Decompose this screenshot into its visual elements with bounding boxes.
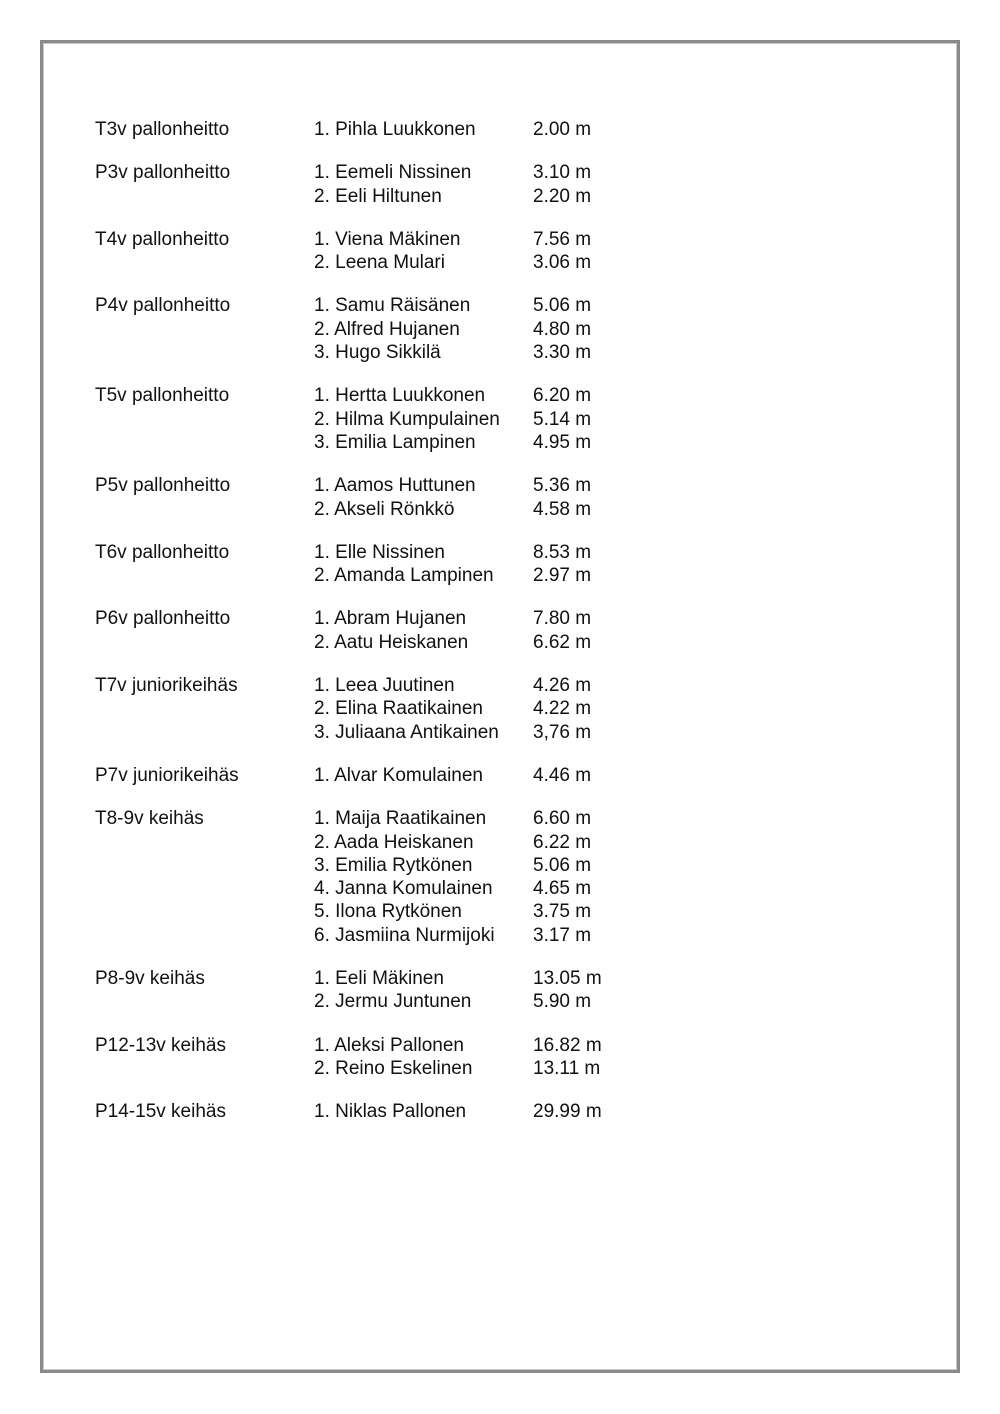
event-name: P4v pallonheitto xyxy=(95,295,231,317)
event-name: T6v pallonheitto xyxy=(95,541,230,563)
athlete-placing: 2. Amanda Lampinen xyxy=(314,565,494,587)
result-row xyxy=(95,1100,655,1123)
result-row xyxy=(95,900,655,923)
result-row xyxy=(95,498,655,521)
result-mark: 3,76 m xyxy=(533,721,592,743)
result-mark: 3.17 m xyxy=(533,924,592,946)
result-mark: 2.00 m xyxy=(533,119,592,140)
result-row xyxy=(95,854,655,877)
result-row xyxy=(95,185,655,208)
athlete-placing: 1. Elle Nissinen xyxy=(314,541,445,563)
athlete-placing: 1. Eemeli Nissinen xyxy=(314,162,472,184)
result-row xyxy=(95,967,655,990)
athlete-placing: 3. Hugo Sikkilä xyxy=(314,342,441,364)
event-block xyxy=(95,1100,655,1123)
result-row xyxy=(95,384,655,407)
result-mark: 3.75 m xyxy=(533,901,592,923)
result-mark: 13.05 m xyxy=(533,968,602,990)
result-row xyxy=(95,990,655,1013)
result-mark: 5.06 m xyxy=(533,295,592,317)
result-mark: 4.95 m xyxy=(533,431,592,453)
result-mark: 6.22 m xyxy=(533,831,592,853)
result-row xyxy=(95,318,655,341)
athlete-placing: 3. Emilia Rytkönen xyxy=(314,854,473,876)
result-row xyxy=(95,631,655,654)
athlete-placing: 1. Leea Juutinen xyxy=(314,675,455,697)
result-mark: 4.80 m xyxy=(533,318,592,340)
results-list xyxy=(95,118,655,1144)
event-block xyxy=(95,541,655,588)
result-row xyxy=(95,118,655,141)
result-row xyxy=(95,807,655,830)
result-mark: 7.56 m xyxy=(533,228,592,250)
event-name: T7v juniorikeihäs xyxy=(95,675,238,697)
event-block xyxy=(95,294,655,364)
event-block xyxy=(95,764,655,787)
athlete-placing: 2. Aada Heiskanen xyxy=(314,831,474,853)
athlete-placing: 1. Aleksi Pallonen xyxy=(314,1034,464,1056)
result-mark: 3.06 m xyxy=(533,252,592,274)
result-row xyxy=(95,877,655,900)
result-mark: 5.90 m xyxy=(533,991,592,1013)
event-block xyxy=(95,807,655,947)
event-name: P12-13v keihäs xyxy=(95,1034,226,1056)
event-block xyxy=(95,674,655,744)
result-mark: 8.53 m xyxy=(533,541,592,563)
athlete-placing: 2. Hilma Kumpulainen xyxy=(314,408,500,430)
result-row xyxy=(95,697,655,720)
athlete-placing: 5. Ilona Rytkönen xyxy=(314,901,462,923)
athlete-placing: 2. Jermu Juntunen xyxy=(314,991,472,1013)
result-mark: 4.22 m xyxy=(533,698,592,720)
athlete-placing: 1. Pihla Luukkonen xyxy=(314,119,476,140)
event-name: P14-15v keihäs xyxy=(95,1101,226,1123)
result-row xyxy=(95,721,655,744)
result-mark: 4.58 m xyxy=(533,498,592,520)
result-row xyxy=(95,924,655,947)
event-name: T4v pallonheitto xyxy=(95,228,230,250)
event-block xyxy=(95,967,655,1014)
result-mark: 6.62 m xyxy=(533,631,592,653)
result-mark: 3.30 m xyxy=(533,342,592,364)
event-block xyxy=(95,161,655,208)
athlete-placing: 2. Akseli Rönkkö xyxy=(314,498,455,520)
event-name: P5v pallonheitto xyxy=(95,475,231,497)
result-mark: 3.10 m xyxy=(533,162,592,184)
result-row xyxy=(95,1034,655,1057)
result-row xyxy=(95,294,655,317)
athlete-placing: 2. Alfred Hujanen xyxy=(314,318,460,340)
result-row xyxy=(95,674,655,697)
result-mark: 6.20 m xyxy=(533,385,592,407)
result-row xyxy=(95,831,655,854)
event-block xyxy=(95,384,655,454)
result-mark: 4.46 m xyxy=(533,764,592,786)
event-name: P7v juniorikeihäs xyxy=(95,764,239,786)
athlete-placing: 2. Eeli Hiltunen xyxy=(314,185,442,207)
result-row xyxy=(95,1057,655,1080)
result-mark: 4.65 m xyxy=(533,878,592,900)
athlete-placing: 2. Reino Eskelinen xyxy=(314,1057,473,1079)
athlete-placing: 6. Jasmiina Nurmijoki xyxy=(314,924,495,946)
result-row xyxy=(95,431,655,454)
result-mark: 13.11 m xyxy=(533,1057,601,1079)
result-row xyxy=(95,474,655,497)
athlete-placing: 4. Janna Komulainen xyxy=(314,878,493,900)
result-row xyxy=(95,564,655,587)
result-row xyxy=(95,764,655,787)
athlete-placing: 3. Juliaana Antikainen xyxy=(314,721,499,743)
result-mark: 29.99 m xyxy=(533,1101,602,1123)
result-mark: 5.14 m xyxy=(533,408,592,430)
athlete-placing: 1. Maija Raatikainen xyxy=(314,808,487,830)
result-mark: 2.20 m xyxy=(533,185,592,207)
result-mark: 2.97 m xyxy=(533,565,592,587)
result-row xyxy=(95,607,655,630)
event-block xyxy=(95,1034,655,1081)
athlete-placing: 1. Eeli Mäkinen xyxy=(314,968,444,990)
athlete-placing: 1. Abram Hujanen xyxy=(314,608,467,630)
athlete-placing: 1. Samu Räisänen xyxy=(314,295,471,317)
athlete-placing: 2. Elina Raatikainen xyxy=(314,698,483,720)
event-name: T8-9v keihäs xyxy=(95,808,204,830)
result-mark: 4.26 m xyxy=(533,675,592,697)
result-row xyxy=(95,541,655,564)
event-block xyxy=(95,228,655,275)
event-name: P8-9v keihäs xyxy=(95,968,205,990)
athlete-placing: 2. Aatu Heiskanen xyxy=(314,631,469,653)
event-block xyxy=(95,474,655,521)
athlete-placing: 2. Leena Mulari xyxy=(314,252,445,274)
athlete-placing: 1. Alvar Komulainen xyxy=(314,764,483,786)
event-name: T5v pallonheitto xyxy=(95,385,230,407)
event-name: P3v pallonheitto xyxy=(95,162,231,184)
result-row xyxy=(95,228,655,251)
athlete-placing: 3. Emilia Lampinen xyxy=(314,431,476,453)
event-block xyxy=(95,607,655,654)
result-row xyxy=(95,251,655,274)
athlete-placing: 1. Niklas Pallonen xyxy=(314,1101,467,1123)
result-row xyxy=(95,161,655,184)
result-mark: 5.36 m xyxy=(533,475,592,497)
result-mark: 6.60 m xyxy=(533,808,592,830)
result-row xyxy=(95,408,655,431)
athlete-placing: 1. Viena Mäkinen xyxy=(314,228,461,250)
event-name: T3v pallonheitto xyxy=(95,119,230,140)
result-mark: 7.80 m xyxy=(533,608,592,630)
event-name: P6v pallonheitto xyxy=(95,608,231,630)
result-row xyxy=(95,341,655,364)
result-mark: 16.82 m xyxy=(533,1034,602,1056)
athlete-placing: 1. Aamos Huttunen xyxy=(314,475,476,497)
event-block xyxy=(95,118,655,141)
result-mark: 5.06 m xyxy=(533,854,592,876)
athlete-placing: 1. Hertta Luukkonen xyxy=(314,385,486,407)
